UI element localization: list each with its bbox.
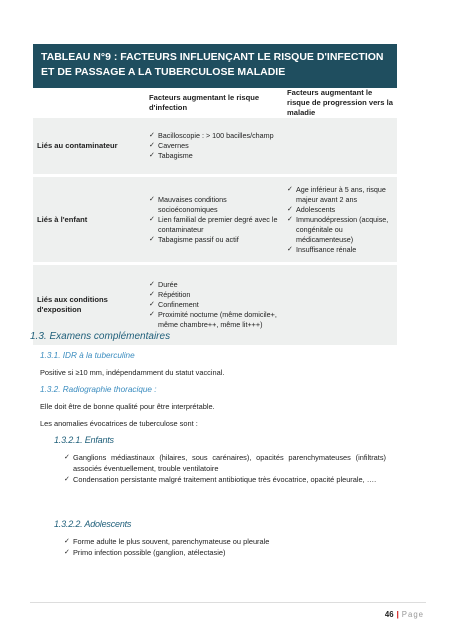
footer-divider xyxy=(30,602,426,603)
list-item: ✓ Cavernes xyxy=(149,141,279,151)
list-item: ✓ Proximité nocturne (même domicile+, même chambre++, même lit+++) xyxy=(149,310,279,330)
list-item: ✓ Insuffisance rénale xyxy=(287,245,393,255)
infection-cell xyxy=(145,177,283,262)
row-label: Liés à l'enfant xyxy=(33,177,145,262)
list-item: ✓ Ganglions médiastinaux (hilaires, sous carénaires), opacités parenchymateuses (infiltrats) associés éventuellement, trouble ventilatoire xyxy=(64,452,386,474)
list-item: ✓ Age inférieur à 5 ans, risque majeur avant 2 ans xyxy=(287,185,393,205)
header-progression: Facteurs augmentant le risque de progression vers la maladie xyxy=(283,88,397,118)
list-item: ✓ Bacilloscopie : > 100 bacilles/champ xyxy=(149,131,279,141)
list-item: ✓ Répétition xyxy=(149,290,279,300)
paragraph: Positive si ≥10 mm, indépendamment du statut vaccinal. xyxy=(40,368,225,377)
paragraph: Elle doit être de bonne qualité pour être interprétable. xyxy=(40,402,215,411)
sub-subsection-heading: 1.3.2.1. Enfants xyxy=(54,435,114,445)
row-label: Liés au contaminateur xyxy=(33,118,145,174)
page-number xyxy=(385,610,424,619)
row-label: Liés aux conditions d'exposition xyxy=(33,265,145,345)
section-heading: 1.3. Examens complémentaires xyxy=(30,331,171,342)
list-item: ✓ Lien familial de premier degré avec le contaminateur xyxy=(149,215,279,235)
list-item: ✓ Immunodépression (acquise, congénitale ou médicamenteuse) xyxy=(287,215,393,245)
table-row xyxy=(33,118,397,174)
table-title: TABLEAU N°9 : FACTEURS INFLUENÇANT LE RISQUE D'INFECTION ET DE PASSAGE A LA TUBERCULOSE MALADIE xyxy=(33,44,397,88)
list-item: ✓ Mauvaises conditions socioéconomiques xyxy=(149,195,279,215)
table-header-row xyxy=(33,88,397,118)
header-infection: Facteurs augmentant le risque d'infection xyxy=(145,88,283,118)
progression-cell xyxy=(283,265,397,345)
subsection-heading: 1.3.1. IDR à la tuberculine xyxy=(40,351,135,360)
progression-cell xyxy=(283,118,397,174)
list-item: ✓ Condensation persistante malgré traitement antibiotique très évocatrice, opacité pleurale, …. xyxy=(64,474,386,485)
header-empty-cell xyxy=(33,88,145,118)
risk-factors-table xyxy=(33,88,397,345)
list-item: ✓ Tabagisme passif ou actif xyxy=(149,235,279,245)
list-item: ✓ Tabagisme xyxy=(149,151,279,161)
list-item: ✓ Confinement xyxy=(149,300,279,310)
sub-subsection-heading: 1.3.2.2. Adolescents xyxy=(54,519,132,529)
paragraph: Les anomalies évocatrices de tuberculose sont : xyxy=(40,419,198,428)
page-separator: | xyxy=(396,610,399,619)
page-number-value: 46 xyxy=(384,610,394,619)
enfants-list xyxy=(64,452,386,485)
table-row xyxy=(33,177,397,262)
list-item: ✓ Adolescents xyxy=(287,205,393,215)
list-item: ✓ Durée xyxy=(149,280,279,290)
progression-cell xyxy=(283,177,397,262)
adolescents-list xyxy=(64,536,386,558)
infection-cell xyxy=(145,118,283,174)
page-word: Page xyxy=(401,610,424,619)
list-item: ✓ Forme adulte le plus souvent, parenchymateuse ou pleurale xyxy=(64,536,386,547)
list-item: ✓ Primo infection possible (ganglion, atélectasie) xyxy=(64,547,386,558)
subsection-heading: 1.3.2. Radiographie thoracique : xyxy=(40,385,157,394)
